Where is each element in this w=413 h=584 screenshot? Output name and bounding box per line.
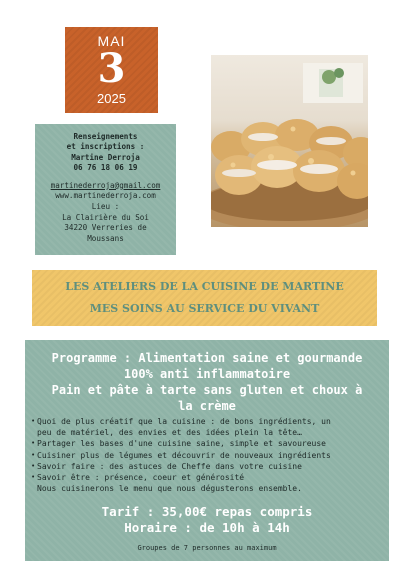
contact-email-link[interactable]: martinederroja@gmail.com <box>50 180 161 190</box>
lieu-line: La Clairière du Soi <box>62 212 149 222</box>
list-item: • Cuisiner plus de légumes et découvrir de nouveaux ingrédients <box>32 450 383 461</box>
choux-pastries-photo <box>211 55 368 227</box>
date-badge <box>65 27 158 113</box>
contact-info-box <box>35 124 176 255</box>
info-title-line2: et inscriptions : <box>66 142 145 152</box>
tarif-text: Tarif : 35,00€ repas compris <box>101 504 313 519</box>
list-item: • Partager les bases d'une cuisine saine, simple et savoureuse <box>32 438 383 449</box>
program-bullet-list <box>32 416 383 494</box>
banner-title: LES ATELIERS DE LA CUISINE DE MARTINE <box>65 280 344 293</box>
list-item: • Savoir être : présence, coeur et générosité <box>32 472 383 483</box>
program-heading <box>25 350 389 414</box>
date-year: 2025 <box>97 91 126 106</box>
list-item: peu de matériel, des envies et des idées plein la tête… <box>37 428 302 438</box>
program-heading-line: la crème <box>178 399 236 413</box>
list-item: • Savoir faire : des astuces de Cheffe dans votre cuisine <box>32 461 383 472</box>
program-heading-line: 100% anti inflammatoire <box>123 367 291 381</box>
list-item: Nous cuisinerons le menu que nous dégusterons ensemble. <box>37 484 302 494</box>
date-day: 3 <box>97 45 126 92</box>
group-size-note: Groupes de 7 personnes au maximum <box>137 544 277 552</box>
contact-website-link[interactable]: www.martinederroja.com <box>55 191 156 201</box>
program-heading-line: Programme : Alimentation saine et gourmande <box>51 351 363 365</box>
program-box <box>25 340 389 561</box>
banner-subtitle: MES SOINS AU SERVICE DU VIVANT <box>89 302 320 315</box>
price-and-schedule <box>25 504 389 536</box>
lieu-line: 34220 Verreries de <box>64 223 147 233</box>
plant-leaves <box>322 70 336 84</box>
list-item: • Quoi de plus créatif que la cuisine : de bons ingrédients, un <box>32 416 383 427</box>
pastry-illustration <box>211 55 368 227</box>
contact-name: Martine Derroja <box>71 152 140 162</box>
date-month: MAI <box>97 33 126 49</box>
contact-phone: 06 76 18 06 19 <box>73 163 138 173</box>
program-heading-line: Pain et pâte à tarte sans gluten et choux à <box>51 383 363 397</box>
workshop-title-banner <box>32 270 377 326</box>
plant-leaves <box>334 68 344 78</box>
info-title-line1: Renseignements <box>73 132 138 141</box>
lieu-label: Lieu : <box>91 202 120 212</box>
lieu-line: Moussans <box>87 233 124 243</box>
horaire-text: Horaire : de 10h à 14h <box>124 520 290 535</box>
